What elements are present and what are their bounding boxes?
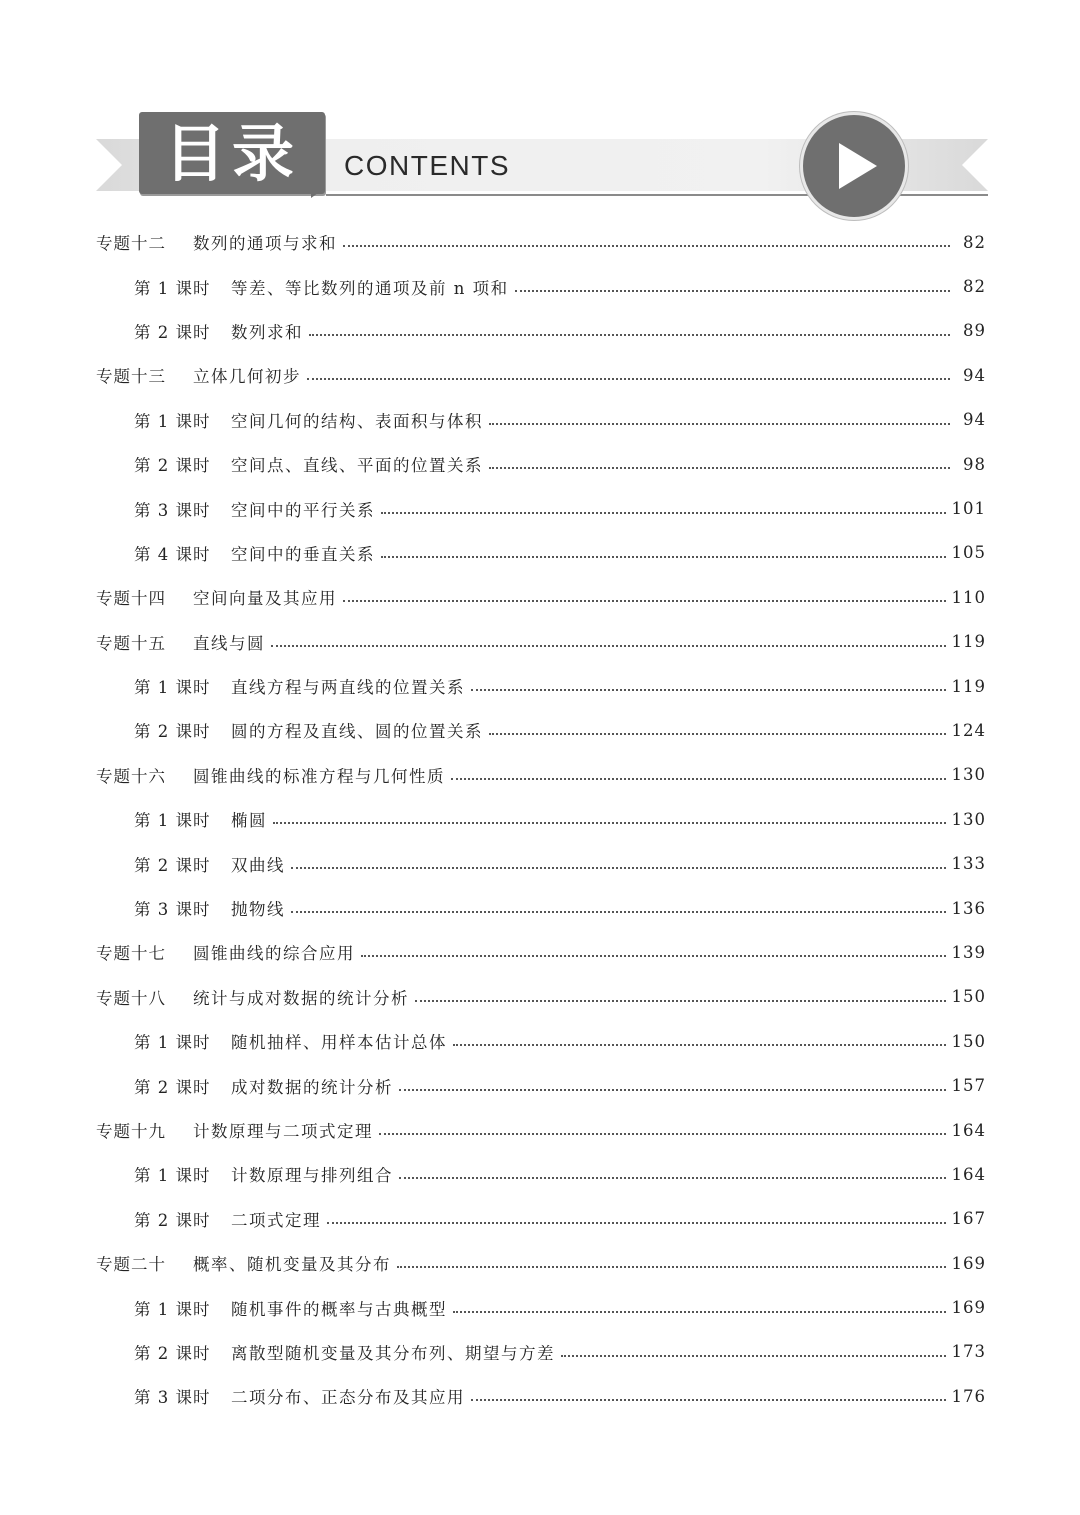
page-number: 164: [951, 1120, 986, 1140]
toc-chapter-row[interactable]: [96, 220, 986, 264]
dot-leader: [381, 556, 946, 558]
page-number: 110: [951, 587, 986, 607]
dot-leader: [471, 1399, 946, 1401]
entry-title: 圆锥曲线的综合应用: [193, 944, 355, 964]
lesson-label: 第 2 课时: [134, 855, 211, 875]
page-number: 89: [963, 321, 986, 341]
toc-lesson-row[interactable]: [96, 1019, 986, 1063]
page-number: 164: [951, 1164, 986, 1184]
entry-title: 椭圆: [231, 811, 267, 831]
toc-chapter-row[interactable]: [96, 1108, 986, 1152]
page-number: 130: [951, 809, 986, 829]
lesson-label: 第 1 课时: [134, 678, 211, 698]
toc-chapter-row[interactable]: [96, 620, 986, 664]
entry-title: 空间向量及其应用: [193, 589, 337, 609]
lesson-label: 第 1 课时: [134, 278, 211, 298]
lesson-label: 第 2 课时: [134, 722, 211, 742]
dot-leader: [561, 1355, 946, 1357]
dot-leader: [291, 867, 946, 869]
toc-chapter-row[interactable]: [96, 575, 986, 619]
page-number: 169: [951, 1253, 986, 1273]
dot-leader: [343, 600, 946, 602]
toc-chapter-row[interactable]: [96, 975, 986, 1019]
contents-header: [96, 112, 988, 217]
lesson-label: 第 4 课时: [134, 544, 211, 564]
page-number: 94: [963, 365, 986, 385]
dot-leader: [397, 1266, 946, 1268]
dot-leader: [309, 334, 950, 336]
entry-title: 随机抽样、用样本估计总体: [231, 1033, 447, 1053]
dot-leader: [415, 1000, 946, 1002]
entry-title: 圆的方程及直线、圆的位置关系: [231, 722, 483, 742]
dot-leader: [489, 733, 946, 735]
toc-lesson-row[interactable]: [96, 486, 986, 530]
page-number: 157: [951, 1076, 986, 1096]
toc-chapter-row[interactable]: [96, 753, 986, 797]
toc-lesson-row[interactable]: [96, 1197, 986, 1241]
toc-chapter-row[interactable]: [96, 1241, 986, 1285]
dot-leader: [327, 1222, 946, 1224]
entry-title: 数列的通项与求和: [193, 234, 337, 254]
entry-title: 统计与成对数据的统计分析: [193, 988, 409, 1008]
entry-title: 二项式定理: [231, 1210, 321, 1230]
lesson-label: 第 2 课时: [134, 456, 211, 476]
lesson-label: 第 2 课时: [134, 322, 211, 342]
entry-title: 二项分布、正态分布及其应用: [231, 1388, 465, 1408]
lesson-label: 第 2 课时: [134, 1210, 211, 1230]
dot-leader: [307, 378, 950, 380]
page-number: 124: [951, 720, 986, 740]
chapter-label: 专题十六: [96, 766, 166, 786]
table-of-contents: [96, 220, 986, 1419]
page-number: 82: [963, 277, 986, 297]
toc-lesson-row[interactable]: [96, 708, 986, 752]
entry-title: 抛物线: [231, 900, 285, 920]
page-title-zh: 目录: [163, 117, 300, 190]
dot-leader: [291, 911, 946, 913]
dot-leader: [489, 423, 950, 425]
dot-leader: [271, 645, 946, 647]
toc-lesson-row[interactable]: [96, 309, 986, 353]
chapter-label: 专题十五: [96, 633, 166, 653]
lesson-label: 第 1 课时: [134, 1033, 211, 1053]
page-number: 133: [951, 854, 986, 874]
page-number: 119: [951, 632, 986, 652]
toc-lesson-row[interactable]: [96, 1152, 986, 1196]
dot-leader: [399, 1089, 946, 1091]
page-number: 176: [951, 1386, 986, 1406]
play-triangle: [839, 143, 877, 189]
chapter-label: 专题十二: [96, 234, 166, 254]
toc-lesson-row[interactable]: [96, 264, 986, 308]
entry-title: 直线与圆: [193, 633, 265, 653]
page-number: 136: [951, 898, 986, 918]
lesson-label: 第 2 课时: [134, 1077, 211, 1097]
page-number: 169: [951, 1298, 986, 1318]
lesson-label: 第 2 课时: [134, 1343, 211, 1363]
entry-title: 圆锥曲线的标准方程与几何性质: [193, 766, 445, 786]
chapter-label: 专题十三: [96, 367, 166, 387]
toc-lesson-row[interactable]: [96, 1285, 986, 1329]
page-title-en: CONTENTS: [344, 150, 510, 181]
chapter-label: 专题十八: [96, 988, 166, 1008]
toc-lesson-row[interactable]: [96, 1330, 986, 1374]
entry-title: 成对数据的统计分析: [231, 1077, 393, 1097]
dot-leader: [451, 778, 946, 780]
page-number: 173: [951, 1342, 986, 1362]
dot-leader: [489, 467, 950, 469]
dot-leader: [273, 822, 946, 824]
entry-title: 计数原理与二项式定理: [193, 1122, 373, 1141]
lesson-label: 第 1 课时: [134, 411, 211, 431]
toc-lesson-row[interactable]: [96, 398, 986, 442]
toc-lesson-row[interactable]: [96, 531, 986, 575]
lesson-label: 第 1 课时: [134, 1166, 211, 1186]
chapter-label: 专题二十: [96, 1255, 166, 1275]
entry-title: 直线方程与两直线的位置关系: [231, 678, 465, 698]
lesson-label: 第 3 课时: [134, 500, 211, 520]
toc-lesson-row[interactable]: [96, 1374, 986, 1418]
toc-lesson-row[interactable]: [96, 664, 986, 708]
entry-title: 空间中的平行关系: [231, 500, 375, 520]
toc-lesson-row[interactable]: [96, 442, 986, 486]
page-number: 82: [963, 232, 986, 252]
chapter-label: 专题十九: [96, 1122, 166, 1141]
lesson-label: 第 3 课时: [134, 900, 211, 920]
page-number: 98: [963, 454, 986, 474]
entry-title: 双曲线: [231, 855, 285, 875]
chapter-label: 专题十四: [96, 589, 166, 609]
dot-leader: [399, 1177, 946, 1179]
page-number: 150: [951, 1031, 986, 1051]
entry-title: 随机事件的概率与古典概型: [231, 1299, 447, 1319]
entry-title: 立体几何初步: [193, 367, 301, 387]
lesson-label: 第 1 课时: [134, 1299, 211, 1319]
page-number: 94: [963, 410, 986, 430]
dot-leader: [515, 290, 950, 292]
toc-lesson-row[interactable]: [96, 886, 986, 930]
entry-title: 数列求和: [231, 322, 303, 342]
dot-leader: [453, 1044, 946, 1046]
page-number: 105: [951, 543, 986, 563]
page-number: 150: [951, 987, 986, 1007]
dot-leader: [381, 512, 946, 514]
page-number: 167: [951, 1209, 986, 1229]
entry-title: 离散型随机变量及其分布列、期望与方差: [231, 1343, 555, 1363]
dot-leader: [361, 955, 946, 957]
toc-lesson-row[interactable]: [96, 797, 986, 841]
toc-chapter-row[interactable]: [96, 930, 986, 974]
page-number: 139: [951, 942, 986, 962]
entry-title: 空间中的垂直关系: [231, 544, 375, 564]
dot-leader: [453, 1311, 946, 1313]
dot-leader: [471, 689, 946, 691]
page-number: 101: [951, 499, 986, 519]
entry-title: 空间几何的结构、表面积与体积: [231, 411, 483, 431]
header-band-left-tip: [96, 139, 122, 191]
toc-lesson-row[interactable]: [96, 841, 986, 885]
dot-leader: [379, 1133, 946, 1135]
chapter-label: 专题十七: [96, 944, 166, 964]
lesson-label: 第 3 课时: [134, 1388, 211, 1408]
toc-chapter-row[interactable]: [96, 353, 986, 397]
toc-lesson-row[interactable]: [96, 1063, 986, 1107]
play-icon: [800, 112, 908, 220]
lesson-label: 第 1 课时: [134, 811, 211, 831]
header-band-right-tip: [962, 139, 988, 191]
entry-title: 概率、随机变量及其分布: [193, 1255, 391, 1275]
entry-title: 空间点、直线、平面的位置关系: [231, 456, 483, 476]
entry-title: 计数原理与排列组合: [231, 1166, 393, 1186]
entry-title: 等差、等比数列的通项及前 n 项和: [231, 278, 509, 298]
dot-leader: [343, 245, 950, 247]
page-number: 119: [951, 676, 986, 696]
page-number: 130: [951, 765, 986, 785]
